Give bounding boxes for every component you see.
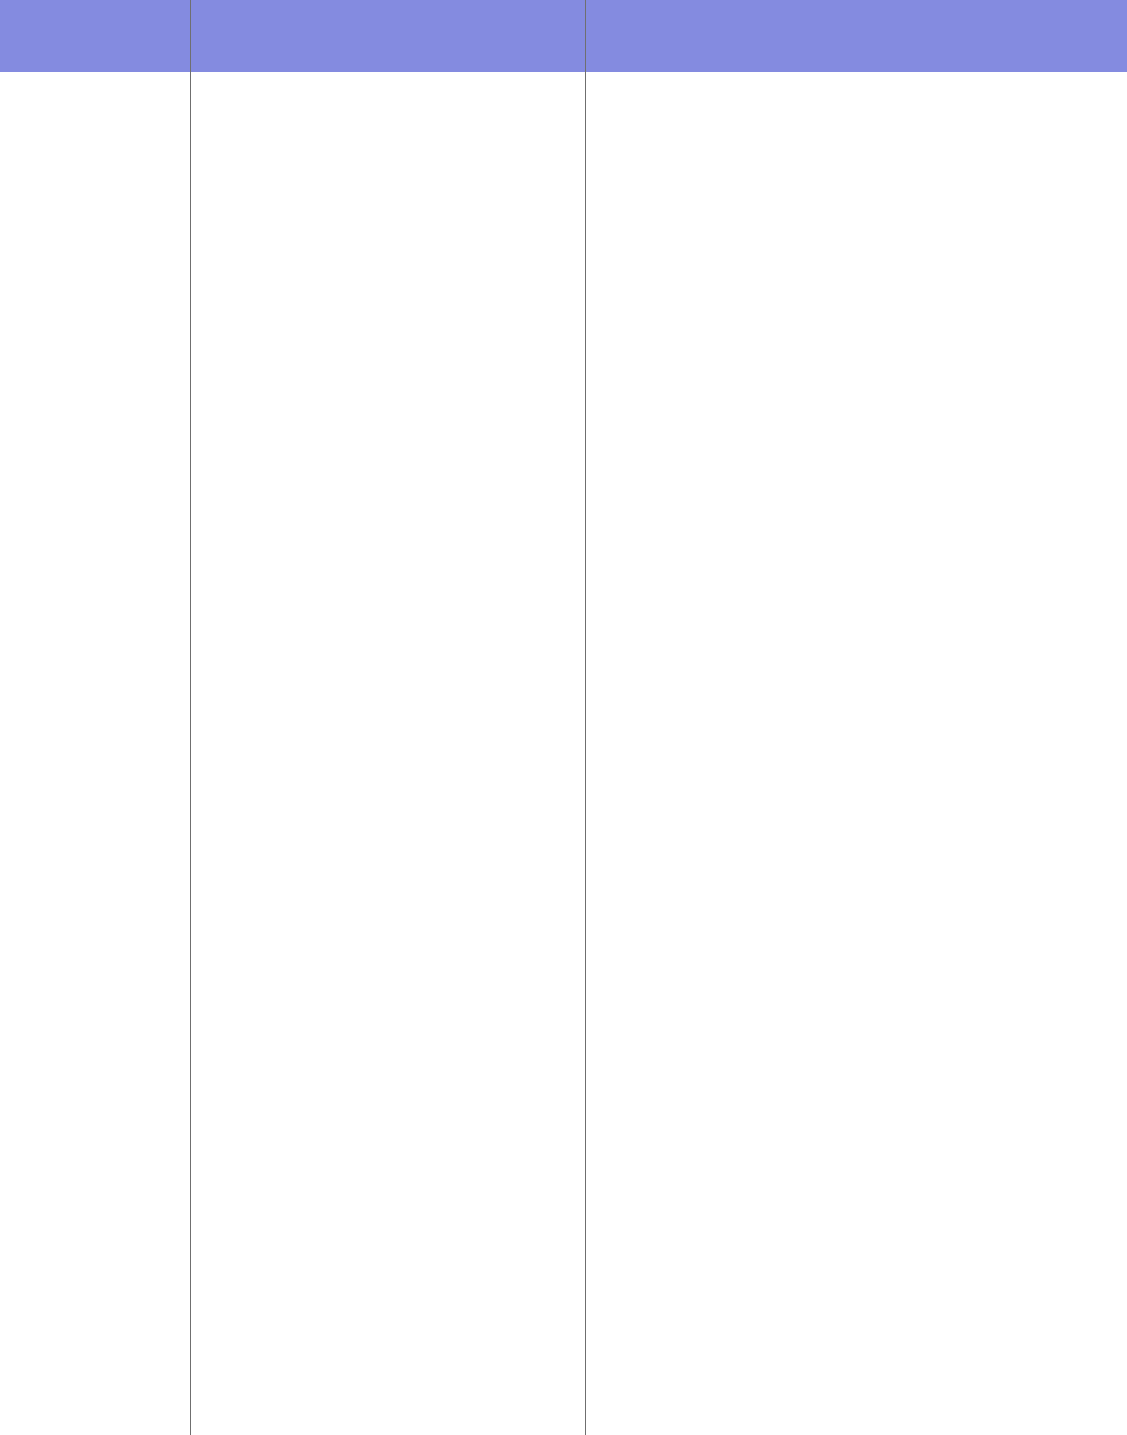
column-divider bbox=[190, 0, 191, 1435]
header-number bbox=[0, 0, 184, 72]
header-category bbox=[191, 0, 585, 72]
table-header bbox=[0, 0, 1127, 72]
column-divider bbox=[585, 0, 586, 1435]
header-checkup-category bbox=[586, 0, 1124, 72]
